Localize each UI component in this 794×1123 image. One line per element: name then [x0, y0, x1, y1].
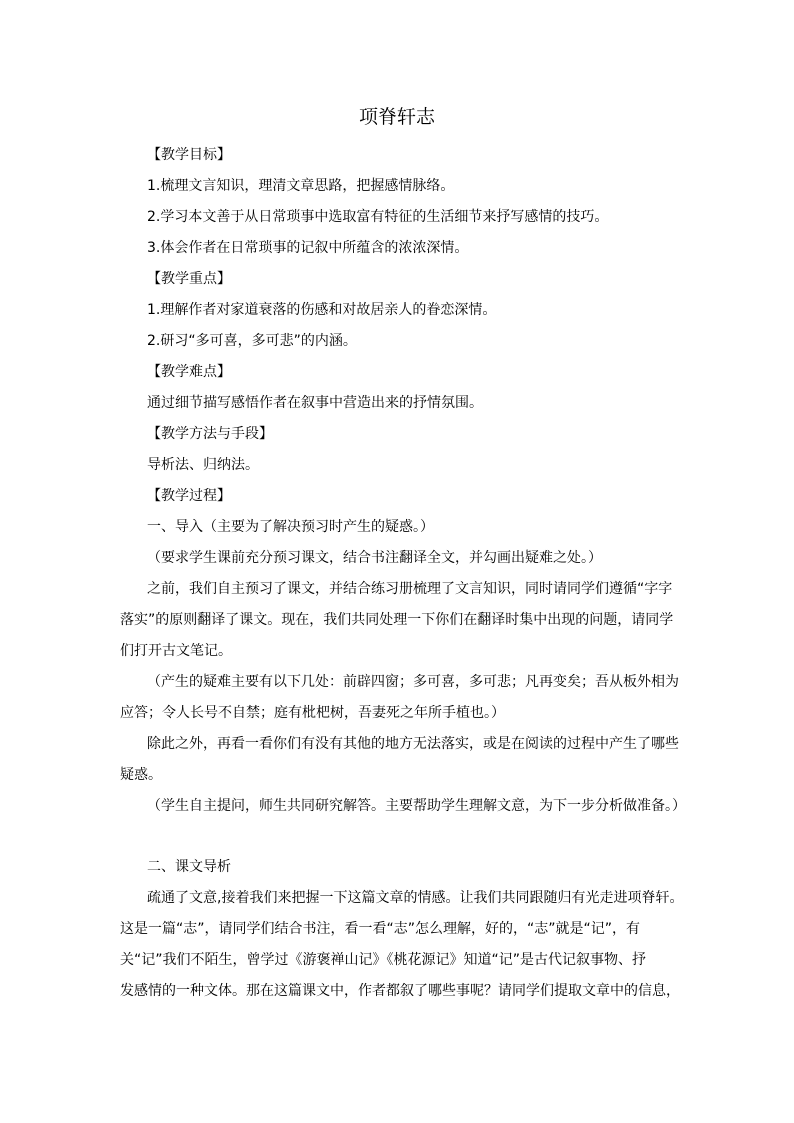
objective-3: 3.体会作者在日常琐事的记叙中所蕴含的浓浓深情。 [147, 240, 469, 256]
section-heading-objectives: 【教学目标】 [147, 147, 231, 163]
objective-1: 1.梳理文言知识，理清文章思路，把握感情脉络。 [147, 178, 455, 194]
difficulty-text: 通过细节描写感悟作者在叙事中营造出来的抒情氛围。 [147, 395, 483, 411]
step-2-heading: 二、课文导析 [147, 859, 231, 875]
paragraph-line: 之前，我们自主预习了课文，并结合练习册梳理了文言知识，同时请同学们遵循“字字 [147, 581, 673, 597]
paragraph-line: 疑惑。 [120, 767, 162, 783]
document-title: 项脊轩志 [358, 106, 435, 128]
paragraph-line: 关“记”我们不陌生，曾学过《游褒禅山记》《桃花源记》知道“记”是古代记叙事物、抒 [120, 952, 647, 968]
key-point-2: 2.研习“多可喜，多可悲”的内涵。 [147, 333, 357, 349]
objective-2: 2.学习本文善于从日常琐事中选取富有特征的生活细节来抒写感情的技巧。 [147, 209, 609, 225]
step-1-note: （要求学生课前充分预习课文，结合书注翻译全文，并勾画出疑难之处。） [147, 550, 602, 566]
difficulty-list-line: 应答；令人长号不自禁；庭有枇杷树，吾妻死之年所手植也。） [120, 705, 505, 721]
paragraph-line: 除此之外，再看一看你们有没有其他的地方无法落实，或是在阅读的过程中产生了哪些 [147, 736, 679, 752]
section-heading-difficulties: 【教学难点】 [147, 364, 231, 380]
methods-text: 导析法、归纳法。 [147, 457, 259, 473]
student-question-note: （学生自主提问，师生共同研究解答。主要帮助学生理解文意，为下一步分析做准备。） [147, 798, 686, 814]
paragraph-line: 落实”的原则翻译了课文。现在，我们共同处理一下你们在翻译时集中出现的问题，请同学 [120, 612, 674, 628]
section-heading-key-points: 【教学重点】 [147, 271, 231, 287]
key-point-1: 1.理解作者对家道衰落的伤感和对故居亲人的眷恋深情。 [147, 302, 497, 318]
section-heading-process: 【教学过程】 [147, 488, 231, 504]
difficulty-list-line: （产生的疑难主要有以下几处：前辟四窗；多可喜，多可悲；凡再变矣；吾从板外相为 [147, 674, 679, 690]
section-heading-methods: 【教学方法与手段】 [147, 426, 273, 442]
paragraph-line: 们打开古文笔记。 [120, 643, 232, 659]
step-1-heading: 一、导入（主要为了解决预习时产生的疑惑。） [147, 519, 434, 535]
paragraph-line: 发感情的一种文体。那在这篇课文中，作者都叙了哪些事呢？请同学们提取文章中的信息， [120, 983, 680, 999]
paragraph-line: 这是一篇“志”，请同学们结合书注，看一看“志”怎么理解，好的，“志”就是“记”，有 [120, 921, 641, 937]
paragraph-line: 疏通了文意,接着我们来把握一下这篇文章的情感。让我们共同跟随归有光走进项脊轩。 [147, 890, 684, 906]
